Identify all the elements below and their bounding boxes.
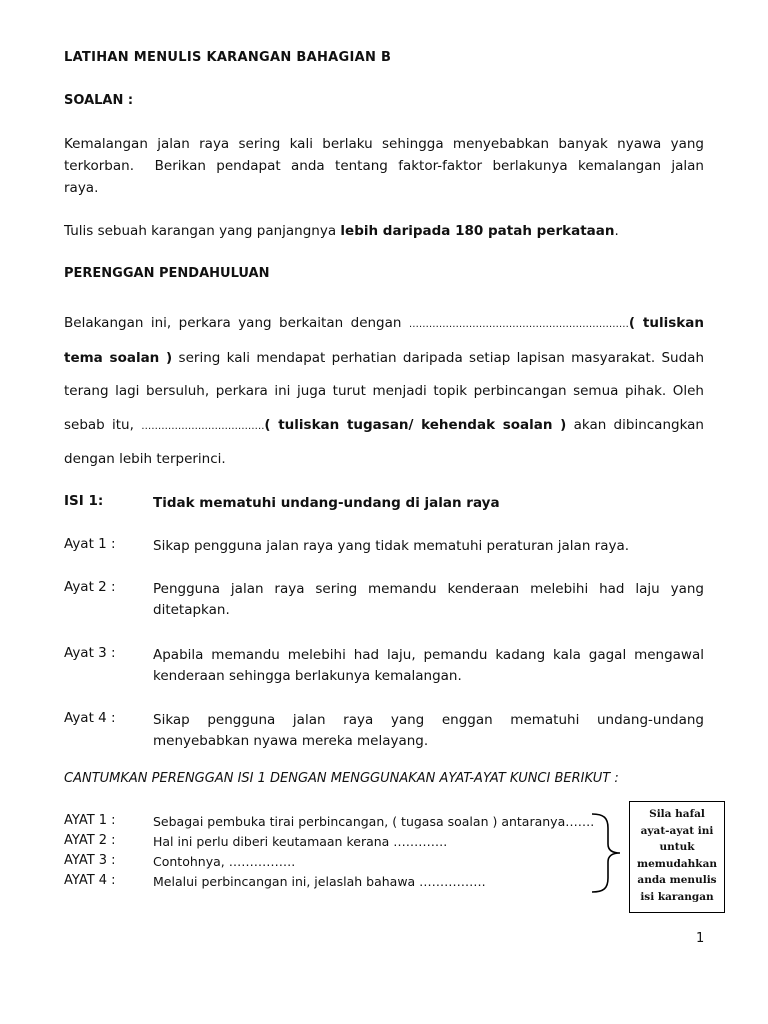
- note-line-3: untuk: [659, 841, 695, 853]
- ayat-3-label: Ayat 3 :: [64, 645, 116, 661]
- pendahuluan-line4-dots: ……………………………….: [141, 420, 265, 432]
- note-line-6: isi karangan: [640, 890, 714, 903]
- pendahuluan-line-1: [64, 307, 704, 342]
- kunci-1-label: AYAT 1 :: [64, 813, 116, 828]
- pendahuluan-line-5: dengan lebih terperinci.: [64, 451, 226, 467]
- instruction-suffix: .: [614, 223, 619, 239]
- curly-brace-icon: [588, 810, 624, 896]
- isi1-heading: Tidak mematuhi undang-undang di jalan raya: [153, 495, 500, 511]
- pendahuluan-line1-dots: …………………………………………………………: [408, 319, 629, 330]
- pendahuluan-line2-text: sering kali mendapat perhatian daripada setiap lapisan masyarakat. Sudah: [172, 349, 704, 366]
- ayat-3-text: Apabila memandu melebihi had laju, pemandu kadang kala gagal mengawal kenderaan sehingga berlakunya kemalangan.: [153, 647, 704, 684]
- pendahuluan-line-3: terang lagi bersuluh, perkara ini juga turut menjadi topik perbincangan semua pihak. Oleh: [64, 383, 704, 399]
- pendahuluan-paragraph: [64, 307, 704, 477]
- kunci-4-label: AYAT 4 :: [64, 873, 116, 888]
- pendahuluan-line2-bold: tema soalan ): [64, 349, 173, 366]
- kunci-1-text: Sebagai pembuka tirai perbincangan, ( tugasa soalan ) antaranya…….: [153, 814, 595, 829]
- kunci-2-label: AYAT 2 :: [64, 833, 116, 848]
- pendahuluan-line1-text: Belakangan ini, perkara yang berkaitan dengan: [64, 315, 409, 331]
- instruction-bold: lebih daripada 180 patah perkataan: [340, 223, 615, 239]
- ayat-2-label: Ayat 2 :: [64, 579, 116, 595]
- note-line-5: anda menulis: [637, 874, 717, 886]
- memorize-note-box: [629, 801, 725, 913]
- ayat-1-text: Sikap pengguna jalan raya yang tidak mematuhi peraturan jalan raya.: [153, 538, 630, 554]
- instruction: [64, 220, 704, 242]
- document-title: LATIHAN MENULIS KARANGAN BAHAGIAN B: [64, 50, 392, 65]
- kunci-4-text: Melalui perbincangan ini, jelaslah bahawa …………….: [153, 874, 486, 889]
- kunci-3-label: AYAT 3 :: [64, 853, 116, 868]
- ayat-1-label: Ayat 1 :: [64, 536, 116, 552]
- pendahuluan-line4-bold: ( tuliskan tugasan/ kehendak soalan ): [264, 416, 567, 433]
- ayat-4-text: Sikap pengguna jalan raya yang enggan mematuhi undang-undang menyebabkan nyawa mereka melayang.: [153, 712, 704, 749]
- note-line-4: memudahkan: [636, 857, 718, 870]
- kunci-3-text: Contohnya, …………….: [153, 854, 296, 869]
- soalan-line-2: terkorban. Berikan pendapat anda tentang faktor-faktor berlakunya kemalangan jalan: [64, 158, 704, 174]
- pendahuluan-line4-end: akan dibincangkan: [566, 416, 704, 433]
- note-line-2: ayat-ayat ini: [640, 824, 714, 837]
- pendahuluan-heading: PERENGGAN PENDAHULUAN: [64, 266, 270, 281]
- pendahuluan-line4-text: sebab itu,: [64, 416, 142, 433]
- pendahuluan-line1-bold: ( tuliskan: [628, 315, 704, 331]
- pendahuluan-line-2: [64, 342, 704, 376]
- note-line-1: Sila hafal: [649, 808, 705, 820]
- soalan-paragraph: [64, 133, 704, 199]
- soalan-heading: SOALAN :: [64, 93, 134, 108]
- ayat-4-label: Ayat 4 :: [64, 710, 116, 726]
- kunci-2-text: Hal ini perlu diberi keutamaan kerana ………….: [153, 834, 448, 849]
- soalan-line-3: raya.: [64, 180, 99, 196]
- page-number: 1: [696, 931, 705, 946]
- pendahuluan-line-4: [64, 409, 704, 444]
- isi1-label: ISI 1:: [64, 493, 104, 509]
- ayat-2-text: Pengguna jalan raya sering memandu kenderaan melebihi had laju yang ditetapkan.: [153, 581, 704, 618]
- soalan-line-1: Kemalangan jalan raya sering kali berlaku sehingga menyebabkan banyak nyawa yang: [64, 136, 704, 152]
- cantumkan-instruction: CANTUMKAN PERENGGAN ISI 1 DENGAN MENGGUNAKAN AYAT-AYAT KUNCI BERIKUT :: [64, 771, 619, 786]
- instruction-prefix: Tulis sebuah karangan yang panjangnya: [64, 223, 341, 239]
